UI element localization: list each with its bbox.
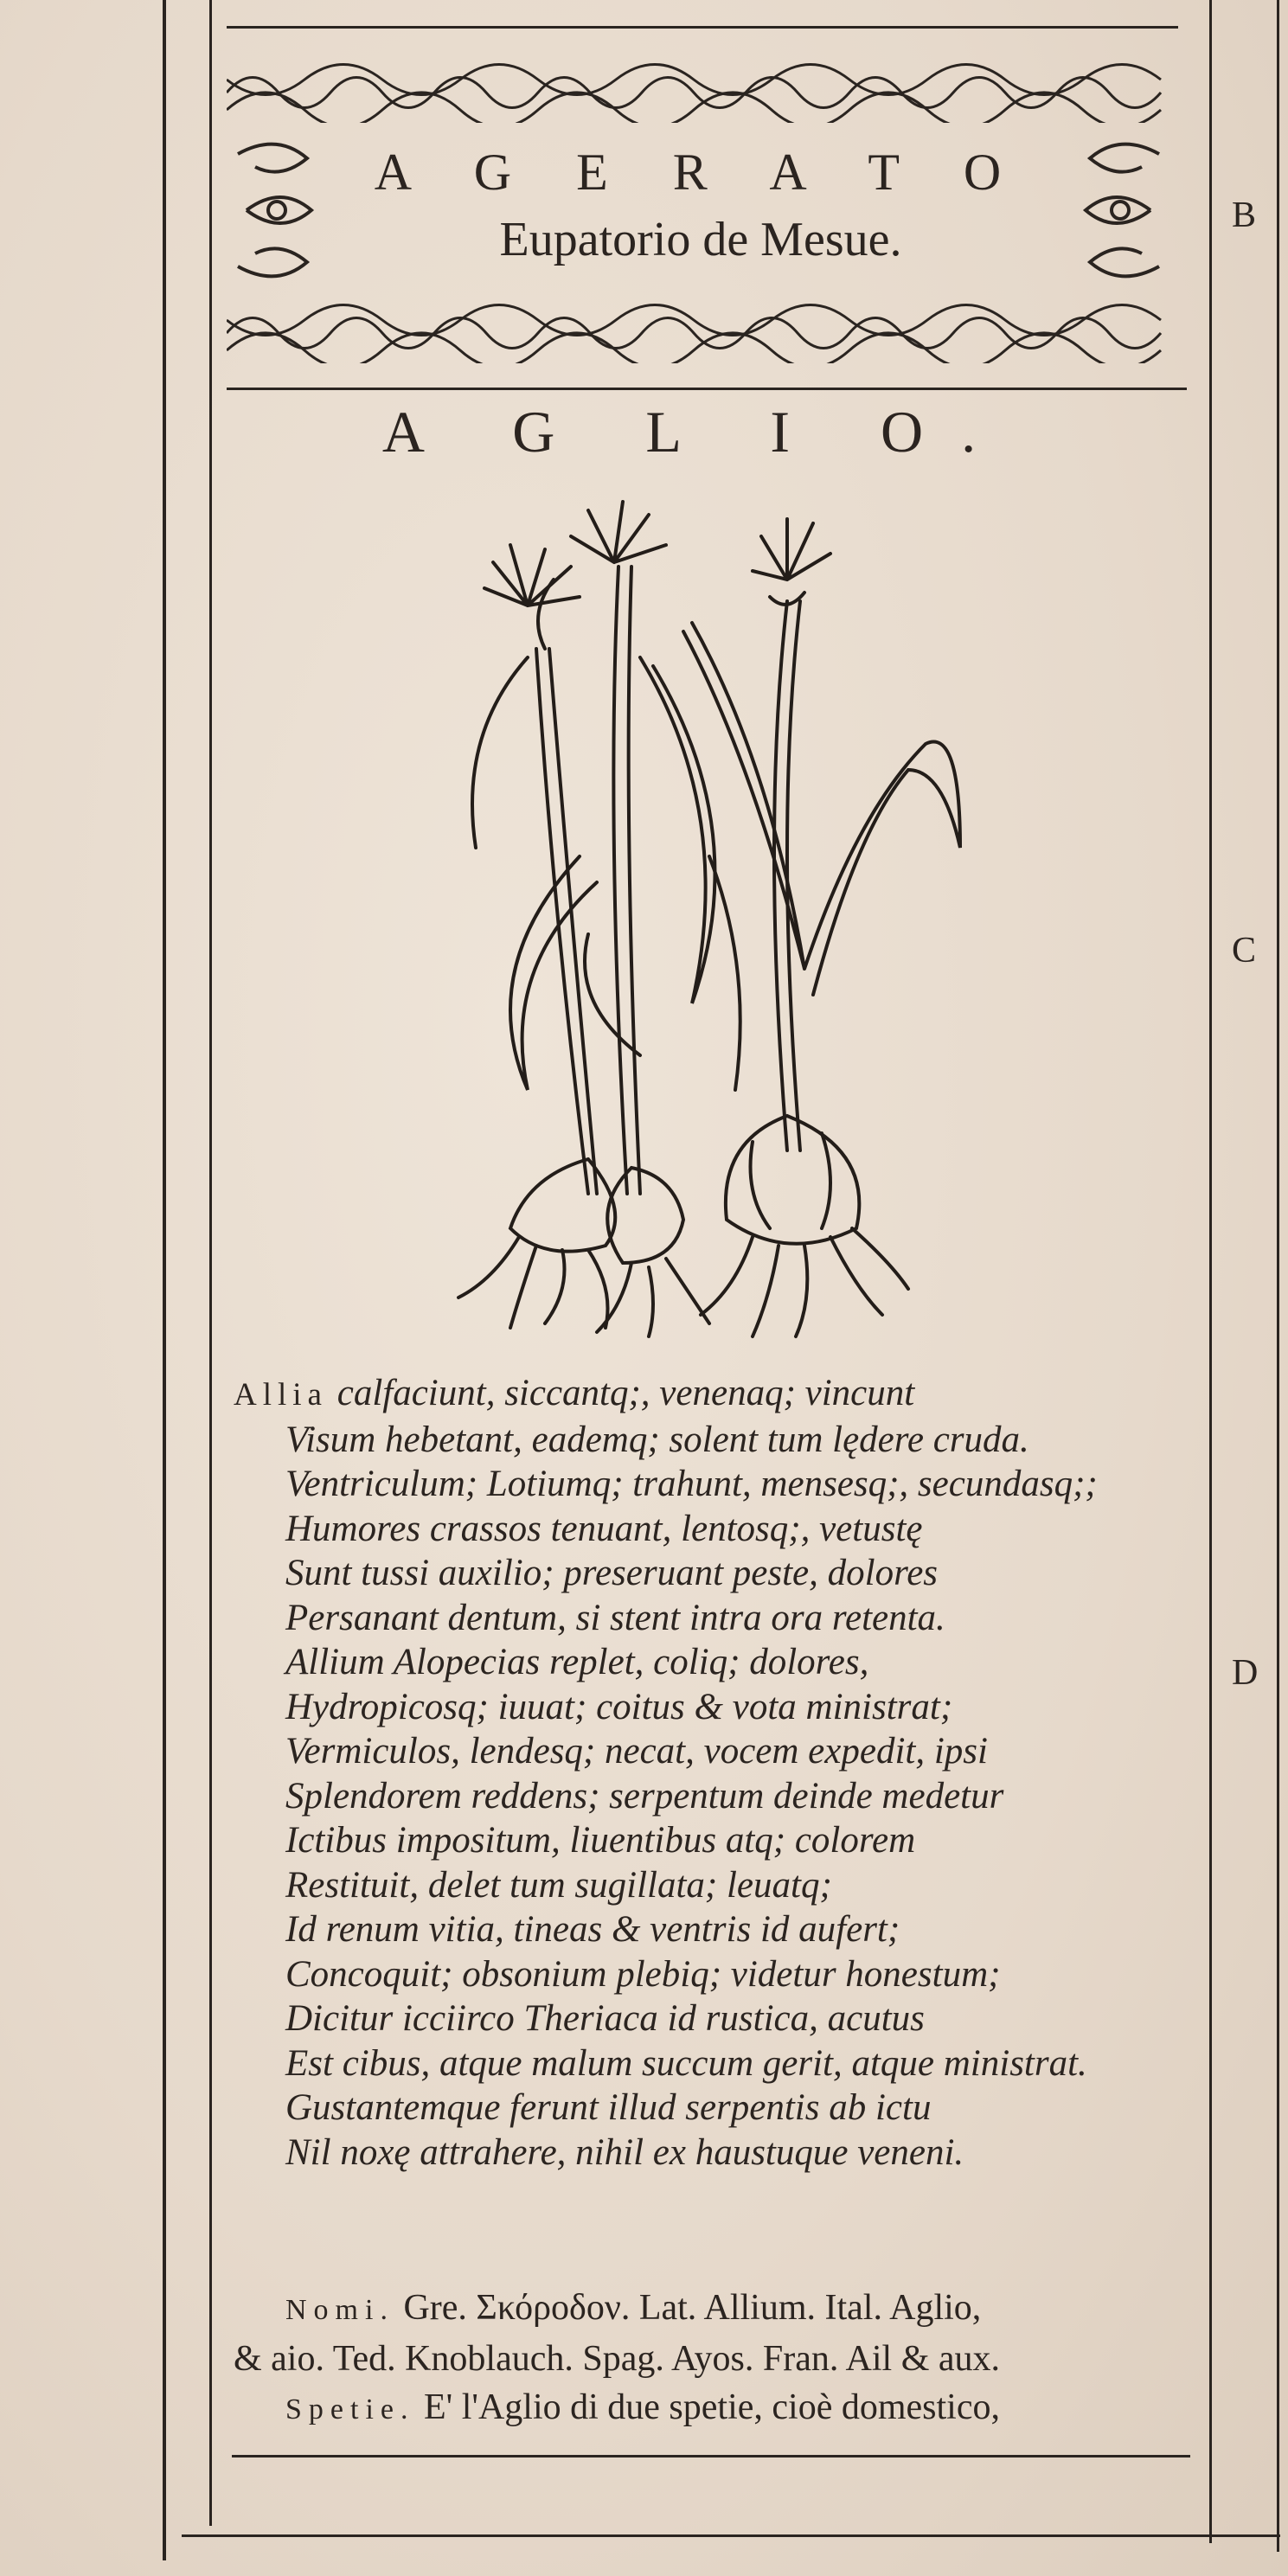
inner-left-rule	[209, 0, 212, 2526]
verse-line: Allium Alopecias replet, coliq; dolores,	[285, 1642, 869, 1682]
verse-line: Gustantemque ferunt illud serpentis ab ictu	[285, 2087, 932, 2128]
ornament-left-scroll	[229, 137, 324, 284]
flower-head-right	[753, 519, 830, 605]
drop-word: Allia	[234, 1377, 328, 1413]
nomi-row-3	[234, 2383, 1194, 2434]
verse-line: Concoquit; obsonium plebiq; videtur honestum;	[285, 1953, 1001, 1995]
verse-line: Restituit, delet tum sugillata; leuatq;	[285, 1864, 832, 1906]
margin-letter-d: D	[1232, 1653, 1259, 1693]
flower-head-left	[484, 545, 580, 649]
outer-right-rule	[1277, 0, 1279, 2552]
nomi-line-3: E' l'Aglio di due spetie, cioè domestico,	[423, 2387, 1000, 2427]
outer-left-rule	[163, 0, 166, 2560]
verse-first-line-text: calfaciunt, siccantq;, venenaq; vincunt	[336, 1373, 915, 1413]
header-bottom-rule	[227, 388, 1187, 390]
header-title: A G E R A T O	[374, 144, 1028, 201]
nomi-label: Nomi.	[285, 2294, 394, 2326]
top-rule	[227, 26, 1178, 29]
verse-line: Visum hebetant, eademq; solent tum lędere cruda.	[285, 1419, 1029, 1460]
flower-head-middle	[571, 502, 666, 562]
verse-first-line	[234, 1371, 1194, 1418]
inner-right-rule	[1209, 0, 1212, 2543]
nomi-line-2: & aio. Ted. Knoblauch. Spag. Ayos. Fran. Ail & aux.	[234, 2339, 1001, 2379]
nomi-line-1: Gre. Σκόροδον. Lat. Allium. Ital. Aglio,	[403, 2288, 982, 2328]
verse-line: Nil noxę attrahere, nihil ex haustuque veneni.	[285, 2131, 964, 2173]
nomi-row-2	[234, 2335, 1194, 2383]
verse-line: Vermiculos, lendesq; necat, vocem expedit, ipsi	[285, 1731, 988, 1772]
verse-line: Hydropicosq; iuuat; coitus & vota ministrat;	[285, 1686, 953, 1727]
verse-line: Ventriculum; Lotiumq; trahunt, mensesq;, secundasq;;	[285, 1464, 1098, 1504]
nomi-row-1	[234, 2284, 1194, 2335]
ornament-top-band	[227, 62, 1169, 123]
ornament-bottom-band	[227, 303, 1169, 363]
verse-line: Est cibus, atque malum succum gerit, atque ministrat.	[285, 2042, 1087, 2084]
garlic-plant-icon	[424, 484, 977, 1341]
section-title: A G L I O.	[381, 399, 1015, 465]
verse-line: Humores crassos tenuant, lentosq;, vetustę	[285, 1508, 923, 1549]
spetie-label: Spetie.	[285, 2393, 415, 2425]
bottom-rule	[232, 2455, 1190, 2457]
verse-line: Ictibus impositum, liuentibus atq; colorem	[285, 1820, 916, 1861]
verse-line: Sunt tussi auxilio; preseruant peste, dolores	[285, 1553, 939, 1593]
verse-line: Dicitur icciirco Theriaca id rustica, acutus	[285, 1998, 925, 2039]
ornament-right-scroll	[1073, 137, 1168, 284]
verse-line: Splendorem reddens; serpentum deinde medetur	[285, 1775, 1004, 1817]
header-subtitle: Eupatorio de Mesue.	[499, 213, 902, 266]
verse-line: Id renum vitia, tineas & ventris id aufert;	[285, 1909, 900, 1950]
margin-letter-b: B	[1232, 195, 1257, 235]
nomi-section	[234, 2284, 1194, 2434]
page-bottom-rule	[182, 2534, 1280, 2537]
verse-line: Persanant dentum, si stent intra ora retenta.	[285, 1597, 945, 1638]
latin-verse	[234, 1371, 1194, 2175]
margin-letter-c: C	[1232, 931, 1257, 971]
